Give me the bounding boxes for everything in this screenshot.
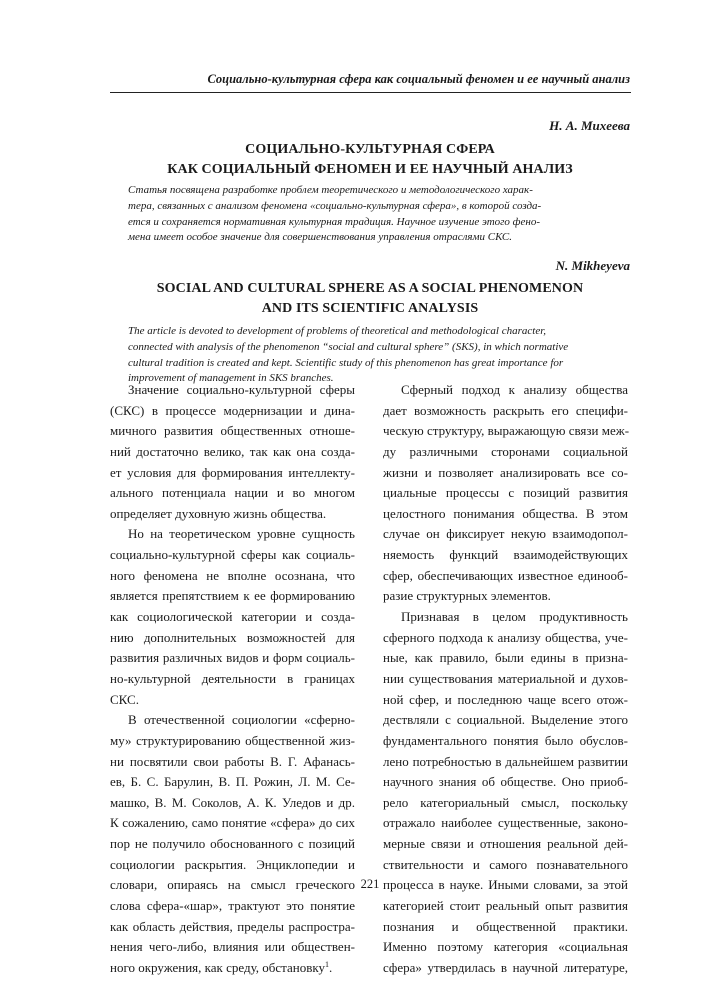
title-en-line: AND ITS SCIENTIFIC ANALYSIS [261, 301, 479, 316]
text-line: СКС. [110, 691, 139, 707]
abstract-ru [128, 183, 614, 246]
page-number: 221 [360, 877, 380, 891]
abstract-ru-line: ется и сохраняется нормативная культурная традиция. Научное изучение этого фено- [128, 215, 540, 228]
text-line: В отечественной социологии «сферно- [128, 712, 355, 728]
text-line: социально-культурной сферы как социаль- [110, 547, 355, 563]
text-line: сферного подхода к анализу общества, уче- [383, 629, 628, 645]
text-line: как социологической категории и созда- [110, 609, 355, 625]
text-line: ет условия для формирования интеллекту- [110, 464, 355, 480]
text-line: ной сфер, и последнюю чаще всего отож- [383, 691, 628, 707]
abstract-en-line: improvement of management in SKS branches. [128, 372, 334, 385]
text-line: Значение социально-культурной сферы [128, 382, 355, 397]
footnote-marker: 1 [325, 959, 330, 969]
text-line: жизни и позволяет анализировать все со- [383, 464, 628, 480]
text-line: нения чего-либо, влияния или обществен- [110, 939, 355, 955]
text-line: няемость функций взаимодействующих [383, 547, 628, 563]
text-line: мерные связи и отношения реальной дей- [383, 836, 628, 852]
text-line: является препятствием к ее формированию [110, 588, 355, 604]
text-line: машко, В. М. Соколов, А. К. Уледов и др. [110, 794, 355, 810]
abstract-ru-line: Статья посвящена разработке проблем теоретического и методологического харак- [128, 184, 533, 196]
text-line: ального потенциала нации и во многом [110, 485, 355, 501]
text-line: пор не получило обоснованного с позиций [110, 836, 355, 852]
title-ru-line: СОЦИАЛЬНО-КУЛЬТУРНАЯ СФЕРА [245, 142, 495, 157]
abstract-en-line: The article is devoted to development of problems of theoretical and methodological character, [128, 325, 547, 337]
text-tail: . [329, 959, 333, 975]
text-line: категорией стоит реальный опыт развития [383, 898, 628, 914]
text-line: познания и общественной практики. [383, 918, 628, 934]
text-line: сфера» утвердилась в научной литературе, [383, 959, 628, 975]
text-line: научного знания об обществе. Оно приоб- [383, 774, 628, 790]
text-line: социологии раскрытия. Энциклопедии и [110, 856, 355, 872]
text-line: Признавая в целом продуктивность [401, 609, 628, 625]
text-line: развития различных видов и форм социаль- [110, 650, 355, 666]
text-line: дествляли с социальной. Выделение этого [383, 712, 628, 728]
text-line: целостного понимания общества. В этом [383, 505, 628, 521]
abstract-ru-line: мена имеет особое значение для совершенствования управления отраслями СКС. [128, 231, 513, 244]
abstract-ru-line: тера, связанных с анализом феномена «социально-культурная сфера», в которой созда- [128, 199, 542, 212]
author-en: N. Mikheyeva [555, 258, 630, 273]
title-ru [110, 140, 630, 180]
running-header: Социально-культурная сфера как социальный феномен и ее научный анализ [207, 72, 630, 86]
text-line: нию дополнительных возможностей для [110, 629, 355, 645]
text-line: ные, как правило, были едины в призна- [383, 650, 628, 666]
text-line: ного окружения, как среду, обстановку$^1$. [110, 959, 333, 975]
text-line: случае он фиксирует некую взаимодопол- [383, 526, 628, 542]
title-en [110, 279, 630, 319]
text-line: ного феномена не вполне осознана, что [110, 567, 355, 583]
title-en-line: SOCIAL AND CULTURAL SPHERE AS A SOCIAL PHENOMENON [156, 281, 584, 296]
text-line: словари, опираясь на смысл греческого [110, 877, 355, 893]
text-line: ний достаточно велико, так как она созда- [110, 443, 355, 459]
text-line: ду различными сторонами социальной [383, 443, 628, 459]
text-line: (СКС) в процессе модернизации и дина- [110, 402, 355, 418]
text-line: фундаментального понятия было обуслов- [383, 732, 628, 748]
text-line: ев, Б. С. Барулин, В. П. Рожин, Л. М. Се- [110, 774, 355, 790]
abstract-en-line: connected with analysis of the phenomenon “social and cultural sphere” (SKS), in which normative [128, 340, 569, 353]
text-line: нии существования материальной и духов- [383, 670, 628, 686]
text-line: рело категориальный смысл, поскольку [383, 794, 628, 810]
text-line: процесса в науке. Иными словами, за этой [383, 877, 628, 893]
title-ru-line: КАК СОЦИАЛЬНЫЙ ФЕНОМЕН И ЕЕ НАУЧНЫЙ АНАЛИЗ [167, 162, 573, 177]
text-line: ствительности и самого познавательного [383, 856, 628, 872]
abstract-en [128, 324, 614, 387]
text-line: ни посвятили свои работы В. Г. Афанась- [110, 753, 355, 769]
text-line: Именно поэтому категория «социальная [383, 939, 628, 955]
text-line: сфер, обеспечивающих известное единооб- [383, 567, 628, 583]
text-line: мичного развития общественных отноше- [110, 423, 355, 439]
text-line: разие структурных элементов. [383, 588, 551, 604]
header-rule [110, 92, 631, 93]
text-line: определяет духовную жизнь общества. [110, 505, 327, 521]
text-line: слова сфера-«шар», трактуют это понятие [110, 898, 355, 914]
text-line: ческую структуру, выражающую связи меж- [383, 423, 630, 439]
text-line: лено потребностью в дальнейшем развитии [383, 753, 628, 769]
text-line: циальные процессы с позиций развития [383, 485, 628, 501]
text-line: как область действия, пределы распростра- [110, 918, 355, 934]
abstract-en-line: cultural tradition is created and kept. Scientific study of this phenomenon has great importance for [128, 356, 564, 369]
text-line: К сожалению, само понятие «сфера» до сих [110, 815, 355, 831]
author-ru: Н. А. Михеева [549, 118, 630, 133]
text-line: но-культурной деятельности в границах [110, 670, 355, 686]
text-line: му» структурированию общественной жиз- [110, 732, 355, 748]
text-line: отражало наиболее существенные, законо- [383, 815, 628, 831]
text-line: Сферный подход к анализу общества [401, 382, 628, 397]
text-line: дает возможность раскрыть его специфи- [383, 402, 628, 418]
text-line: Но на теоретическом уровне сущность [128, 526, 355, 542]
